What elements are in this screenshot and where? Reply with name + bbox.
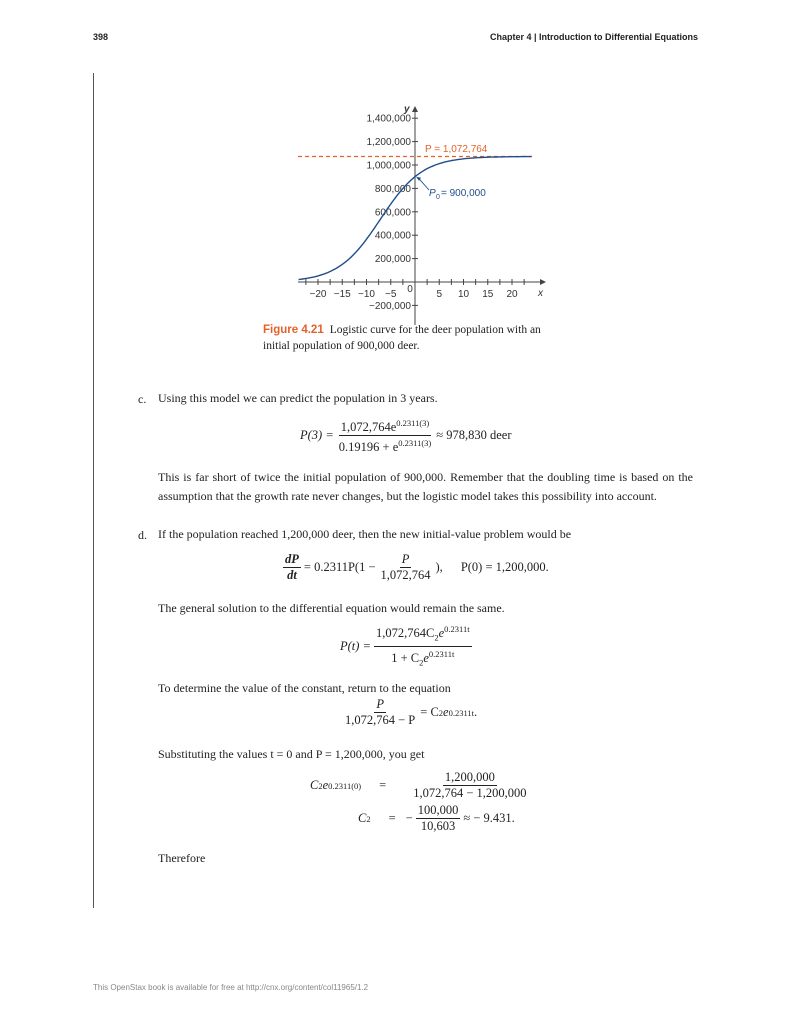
part-c-marker: c. [138, 392, 147, 406]
x-tick-label: 0 [407, 284, 413, 295]
part-d-p5: Therefore [158, 851, 206, 865]
eq-close: ), [435, 560, 443, 574]
logistic-curve-figure [0, 0, 791, 330]
eq-num: 1,072,764e [340, 420, 397, 435]
deriv-num: dP [285, 552, 299, 566]
footer-note: This OpenStax book is available for free at http://cnx.org/content/col11965/1.2 [93, 983, 369, 992]
eq-den: 1,072,764 [380, 568, 431, 582]
eq-rhs: ≈ 978,830 deer [436, 428, 512, 443]
eq-num: P [376, 697, 384, 711]
eq-rhs: ≈ − 9.431. [463, 811, 515, 825]
eq-mid: = 0.2311P(1 − [303, 560, 376, 574]
x-tick-label: −5 [385, 289, 397, 300]
p0-subscript: 0 [436, 194, 440, 201]
eq-exp: 0.2311(0) [328, 780, 362, 791]
eq-num: P [401, 552, 410, 566]
eq-exp: 0.2311t [428, 648, 455, 659]
eq-den: 10,603 [420, 819, 456, 833]
p0-value: = 900,000 [441, 188, 486, 199]
eq-lhs: C [358, 811, 367, 825]
x-axis-label: x [538, 288, 543, 299]
eq-sign: = [379, 778, 387, 792]
eq-sub: 2 [434, 632, 439, 643]
caption-text: Logistic curve for the deer population with an initial population of 900,000 deer. [263, 324, 541, 352]
eq-lhs: P(t) = [340, 638, 371, 653]
eq-num: 100,000 [417, 803, 459, 817]
p0-label: P [429, 188, 436, 199]
x-tick-label: 10 [457, 289, 470, 300]
part-d-p3: To determine the value of the constant, return to the equation [158, 681, 451, 695]
x-tick-label: 5 [436, 289, 443, 300]
initial-condition: P(0) = 1,200,000. [460, 560, 549, 574]
y-tick-label: 400,000 [374, 230, 411, 242]
figure-caption [263, 322, 563, 354]
y-tick-label: 1,200,000 [366, 137, 411, 149]
eq-num: 1,072,764C [376, 626, 435, 641]
eq-sign: = [388, 811, 396, 825]
eq-sub: 2 [318, 780, 323, 791]
y-tick-label: 800,000 [374, 183, 411, 195]
eq-den: 1,072,764 − 1,200,000 [413, 786, 527, 800]
chapter-title: Chapter 4 | Introduction to Differential Equations [489, 32, 698, 42]
eq-exp: 0.2311t [448, 707, 475, 718]
equation-c2-step2 [358, 803, 515, 834]
part-d-text: If the population reached 1,200,000 deer, then the new initial-value problem would be [158, 527, 572, 541]
eq-den: 0.19196 + e [338, 440, 399, 455]
eq-sub: 2 [366, 813, 371, 824]
y-tick-label: −200,000 [369, 300, 411, 312]
x-tick-label: −20 [309, 289, 327, 300]
eq-lhs: C [310, 778, 319, 792]
part-c-text: Using this model we can predict the population in 3 years. [158, 391, 438, 405]
eq-end: . [474, 705, 478, 719]
eq-den: 1,072,764 − P [345, 713, 416, 727]
x-axis-arrow [540, 279, 546, 285]
part-c-paragraph: This is far short of twice the initial population of 900,000. Remember that the doubling time is based on the assumption that the growth rate never changes, but the logistic model takes this possibility into account. [158, 470, 693, 503]
x-tick-label: 15 [482, 289, 494, 300]
eq-minus: − [405, 811, 413, 825]
x-tick-label: −15 [333, 289, 351, 300]
eq-e: e [438, 626, 445, 641]
eq-e: e [423, 650, 429, 665]
eq-lhs: P(3) = [300, 428, 334, 443]
page-number: 398 [93, 32, 109, 42]
eq-num-exp: 0.2311(3) [396, 418, 430, 428]
eq-exp: 0.2311t [444, 624, 470, 634]
y-tick-label: 1,400,000 [366, 113, 411, 125]
eq-den: 1 + C [391, 650, 420, 665]
equation-general-solution [340, 622, 475, 670]
part-d-p4: Substituting the values t = 0 and P = 1,200,000, you get [158, 747, 425, 761]
eq-sub: 2 [419, 657, 424, 668]
part-d-p2: The general solution to the differential equation would remain the same. [158, 601, 505, 615]
equation-constant [340, 697, 477, 728]
equation-p3 [300, 416, 512, 455]
eq-rhs: = C [420, 705, 439, 719]
eq-sub: 2 [438, 707, 444, 718]
y-tick-label: 600,000 [374, 207, 411, 219]
asymptote-label: P = 1,072,764 [425, 144, 488, 155]
y-axis-label: y [404, 104, 410, 115]
figure-number: Figure 4.21 [263, 324, 324, 336]
x-tick-label: −10 [358, 289, 375, 300]
eq-e: e [443, 705, 449, 719]
deriv-den: dt [287, 568, 297, 582]
eq-den-exp: 0.2311(3) [398, 438, 432, 449]
y-tick-label: 200,000 [374, 254, 411, 266]
equation-c2-step1 [310, 770, 532, 801]
y-tick-label: 1,000,000 [366, 160, 411, 172]
part-d-marker: d. [138, 528, 147, 542]
equation-ivp [280, 552, 549, 583]
eq-num: 1,200,000 [444, 770, 495, 784]
y-axis-arrow [412, 106, 418, 112]
p0-pointer [419, 179, 429, 190]
eq-e: e [322, 778, 329, 792]
x-tick-label: 20 [506, 289, 518, 300]
